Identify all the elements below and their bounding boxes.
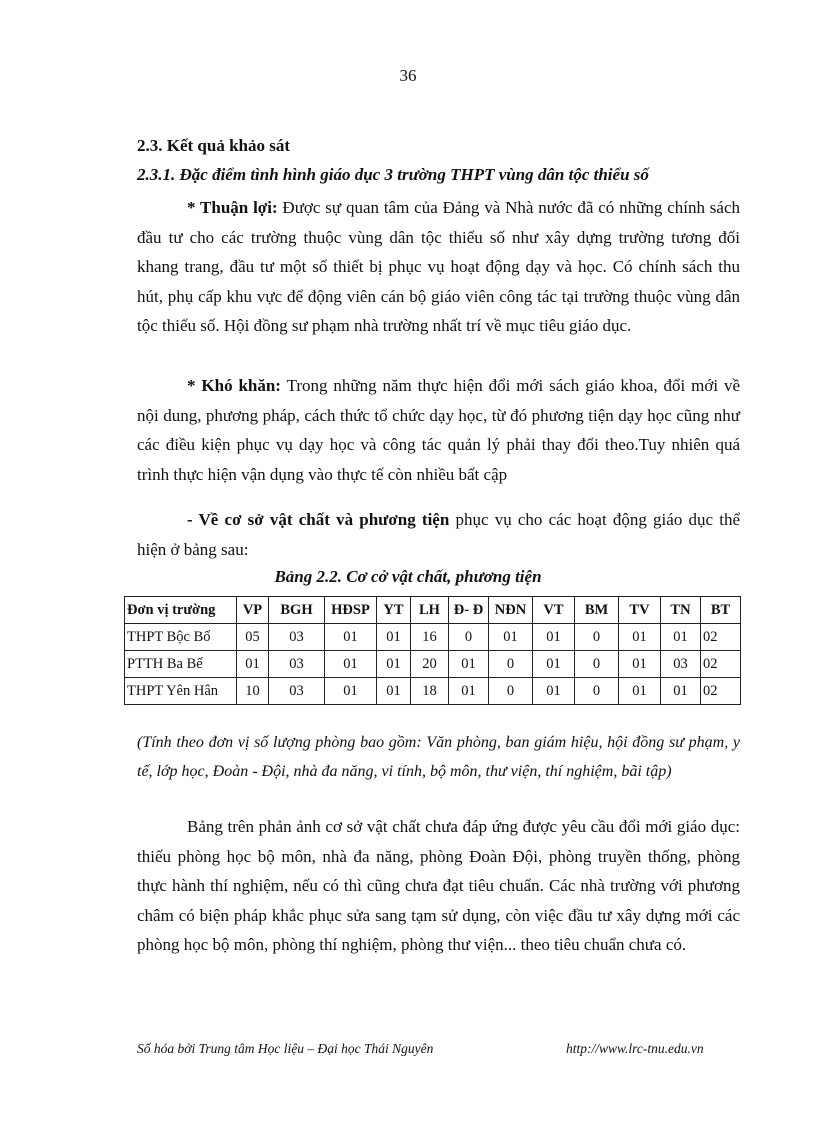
table-header: TV: [619, 597, 661, 624]
table-cell: 01: [449, 651, 489, 678]
table-header: HĐSP: [325, 597, 377, 624]
difficulties-label: * Khó khăn:: [187, 376, 281, 395]
table-cell: 02: [701, 678, 741, 705]
advantages-label: * Thuận lợi:: [187, 198, 278, 217]
table-cell: 0: [489, 651, 533, 678]
table-cell: 03: [269, 624, 325, 651]
table-cell: 01: [325, 678, 377, 705]
table-cell: 0: [449, 624, 489, 651]
table-header: VT: [533, 597, 575, 624]
table-note: (Tính theo đơn vị số lượng phòng bao gồm: Văn phòng, ban giám hiệu, hội đồng sư phạm, y tế, lớp học, Đoàn - Đội, nhà đa năng, vi tính, bộ môn, thư viện, thí nghiệm, bãi tập): [137, 734, 740, 780]
table-cell: PTTH Ba Bể: [125, 651, 237, 678]
table-cell: 01: [377, 624, 411, 651]
table-header: YT: [377, 597, 411, 624]
table-cell: 03: [661, 651, 701, 678]
table-row: [125, 624, 741, 651]
facilities-label: - Về cơ sở vật chất và phương tiện: [187, 510, 450, 529]
table-cell: 01: [661, 624, 701, 651]
table-header: VP: [237, 597, 269, 624]
table-cell: 16: [411, 624, 449, 651]
table-header: LH: [411, 597, 449, 624]
footer-source: Số hóa bởi Trung tâm Học liệu – Đại học Thái Nguyên: [137, 1041, 434, 1056]
subsection-title: 2.3.1. Đặc điểm tình hình giáo dục 3 trường THPT vùng dân tộc thiểu số: [137, 165, 649, 184]
advantages-paragraph: [137, 193, 740, 341]
table-header: Đơn vị trường: [125, 597, 237, 624]
table-cell: 0: [489, 678, 533, 705]
table-row: [125, 678, 741, 705]
table-cell: 0: [575, 651, 619, 678]
page-number: 36: [399, 66, 417, 85]
table-cell: 20: [411, 651, 449, 678]
table-cell: 18: [411, 678, 449, 705]
table-header: NĐN: [489, 597, 533, 624]
table-cell: 0: [575, 678, 619, 705]
table-cell: 03: [269, 651, 325, 678]
advantages-text: Được sự quan tâm của Đảng và Nhà nước đã có những chính sách đầu tư cho các trường thuộc vùng dân tộc thiểu số như xây dựng trường tương đối khang trang, đầu tư một số thiết bị phục vụ hoạt động dạy và học. Có chính sách thu hút, phụ cấp khu vực để động viên cán bộ giáo viên công tác tại trường thuộc vùng dân tộc thiểu số. Hội đồng sư phạm nhà trường nhất trí về mục tiêu giáo dục.: [137, 198, 740, 335]
table-cell: 03: [269, 678, 325, 705]
facilities-table: [124, 596, 741, 705]
table-cell: 01: [449, 678, 489, 705]
section-title: 2.3. Kết quả khảo sát: [137, 136, 291, 155]
table-cell: 01: [489, 624, 533, 651]
table-header-row: [125, 597, 741, 624]
facilities-paragraph: [137, 505, 740, 564]
table-cell: 05: [237, 624, 269, 651]
table-row: [125, 651, 741, 678]
facilities-text: phục vụ cho các hoạt động giáo dục thể hiện ở bảng sau:: [137, 510, 740, 559]
table-header: BT: [701, 597, 741, 624]
table-cell: 01: [533, 624, 575, 651]
table-cell: 01: [619, 651, 661, 678]
table-header: BGH: [269, 597, 325, 624]
footer-url: http://www.lrc-tnu.edu.vn: [566, 1041, 704, 1056]
table-cell: 01: [533, 678, 575, 705]
table-caption: Bảng 2.2. Cơ cở vật chất, phương tiện: [274, 567, 542, 586]
table-cell: 01: [377, 678, 411, 705]
table-cell: 01: [325, 624, 377, 651]
table-header: Đ- Đ: [449, 597, 489, 624]
table-header: TN: [661, 597, 701, 624]
conclusion-paragraph: Bảng trên phản ảnh cơ sở vật chất chưa đáp ứng được yêu cầu đổi mới giáo dục: thiếu phòng học bộ môn, nhà đa năng, phòng Đoàn Đội, phòng truyền thống, phòng thực hành thí nghiệm, nếu có thì cũng chưa đạt tiêu chuẩn. Các nhà trường với phương châm có biện pháp khắc phục sửa sang tạm sử dụng, còn việc đầu tư xây dựng mới các phòng học bộ môn, phòng thí nghiệm, phòng thư viện... theo tiêu chuẩn chưa có.: [137, 817, 740, 954]
table-cell: THPT Yên Hân: [125, 678, 237, 705]
table-header: BM: [575, 597, 619, 624]
table-cell: THPT Bộc Bố: [125, 624, 237, 651]
table-cell: 01: [377, 651, 411, 678]
table-cell: 0: [575, 624, 619, 651]
difficulties-text: Trong những năm thực hiện đổi mới sách giáo khoa, đổi mới về nội dung, phương pháp, cách thức tổ chức dạy học, từ đó phương tiện dạy học cũng như các điều kiện phục vụ dạy học và công tác quản lý phải thay đổi theo.Tuy nhiên quá trình thực hiện vận dụng vào thực tế còn nhiều bất cập: [137, 376, 741, 484]
table-cell: 01: [533, 651, 575, 678]
table-cell: 02: [701, 651, 741, 678]
table-cell: 01: [619, 624, 661, 651]
table-cell: 10: [237, 678, 269, 705]
table-cell: 02: [701, 624, 741, 651]
table-cell: 01: [325, 651, 377, 678]
table-cell: 01: [661, 678, 701, 705]
table-cell: 01: [237, 651, 269, 678]
difficulties-paragraph: [137, 371, 740, 489]
table-cell: 01: [619, 678, 661, 705]
